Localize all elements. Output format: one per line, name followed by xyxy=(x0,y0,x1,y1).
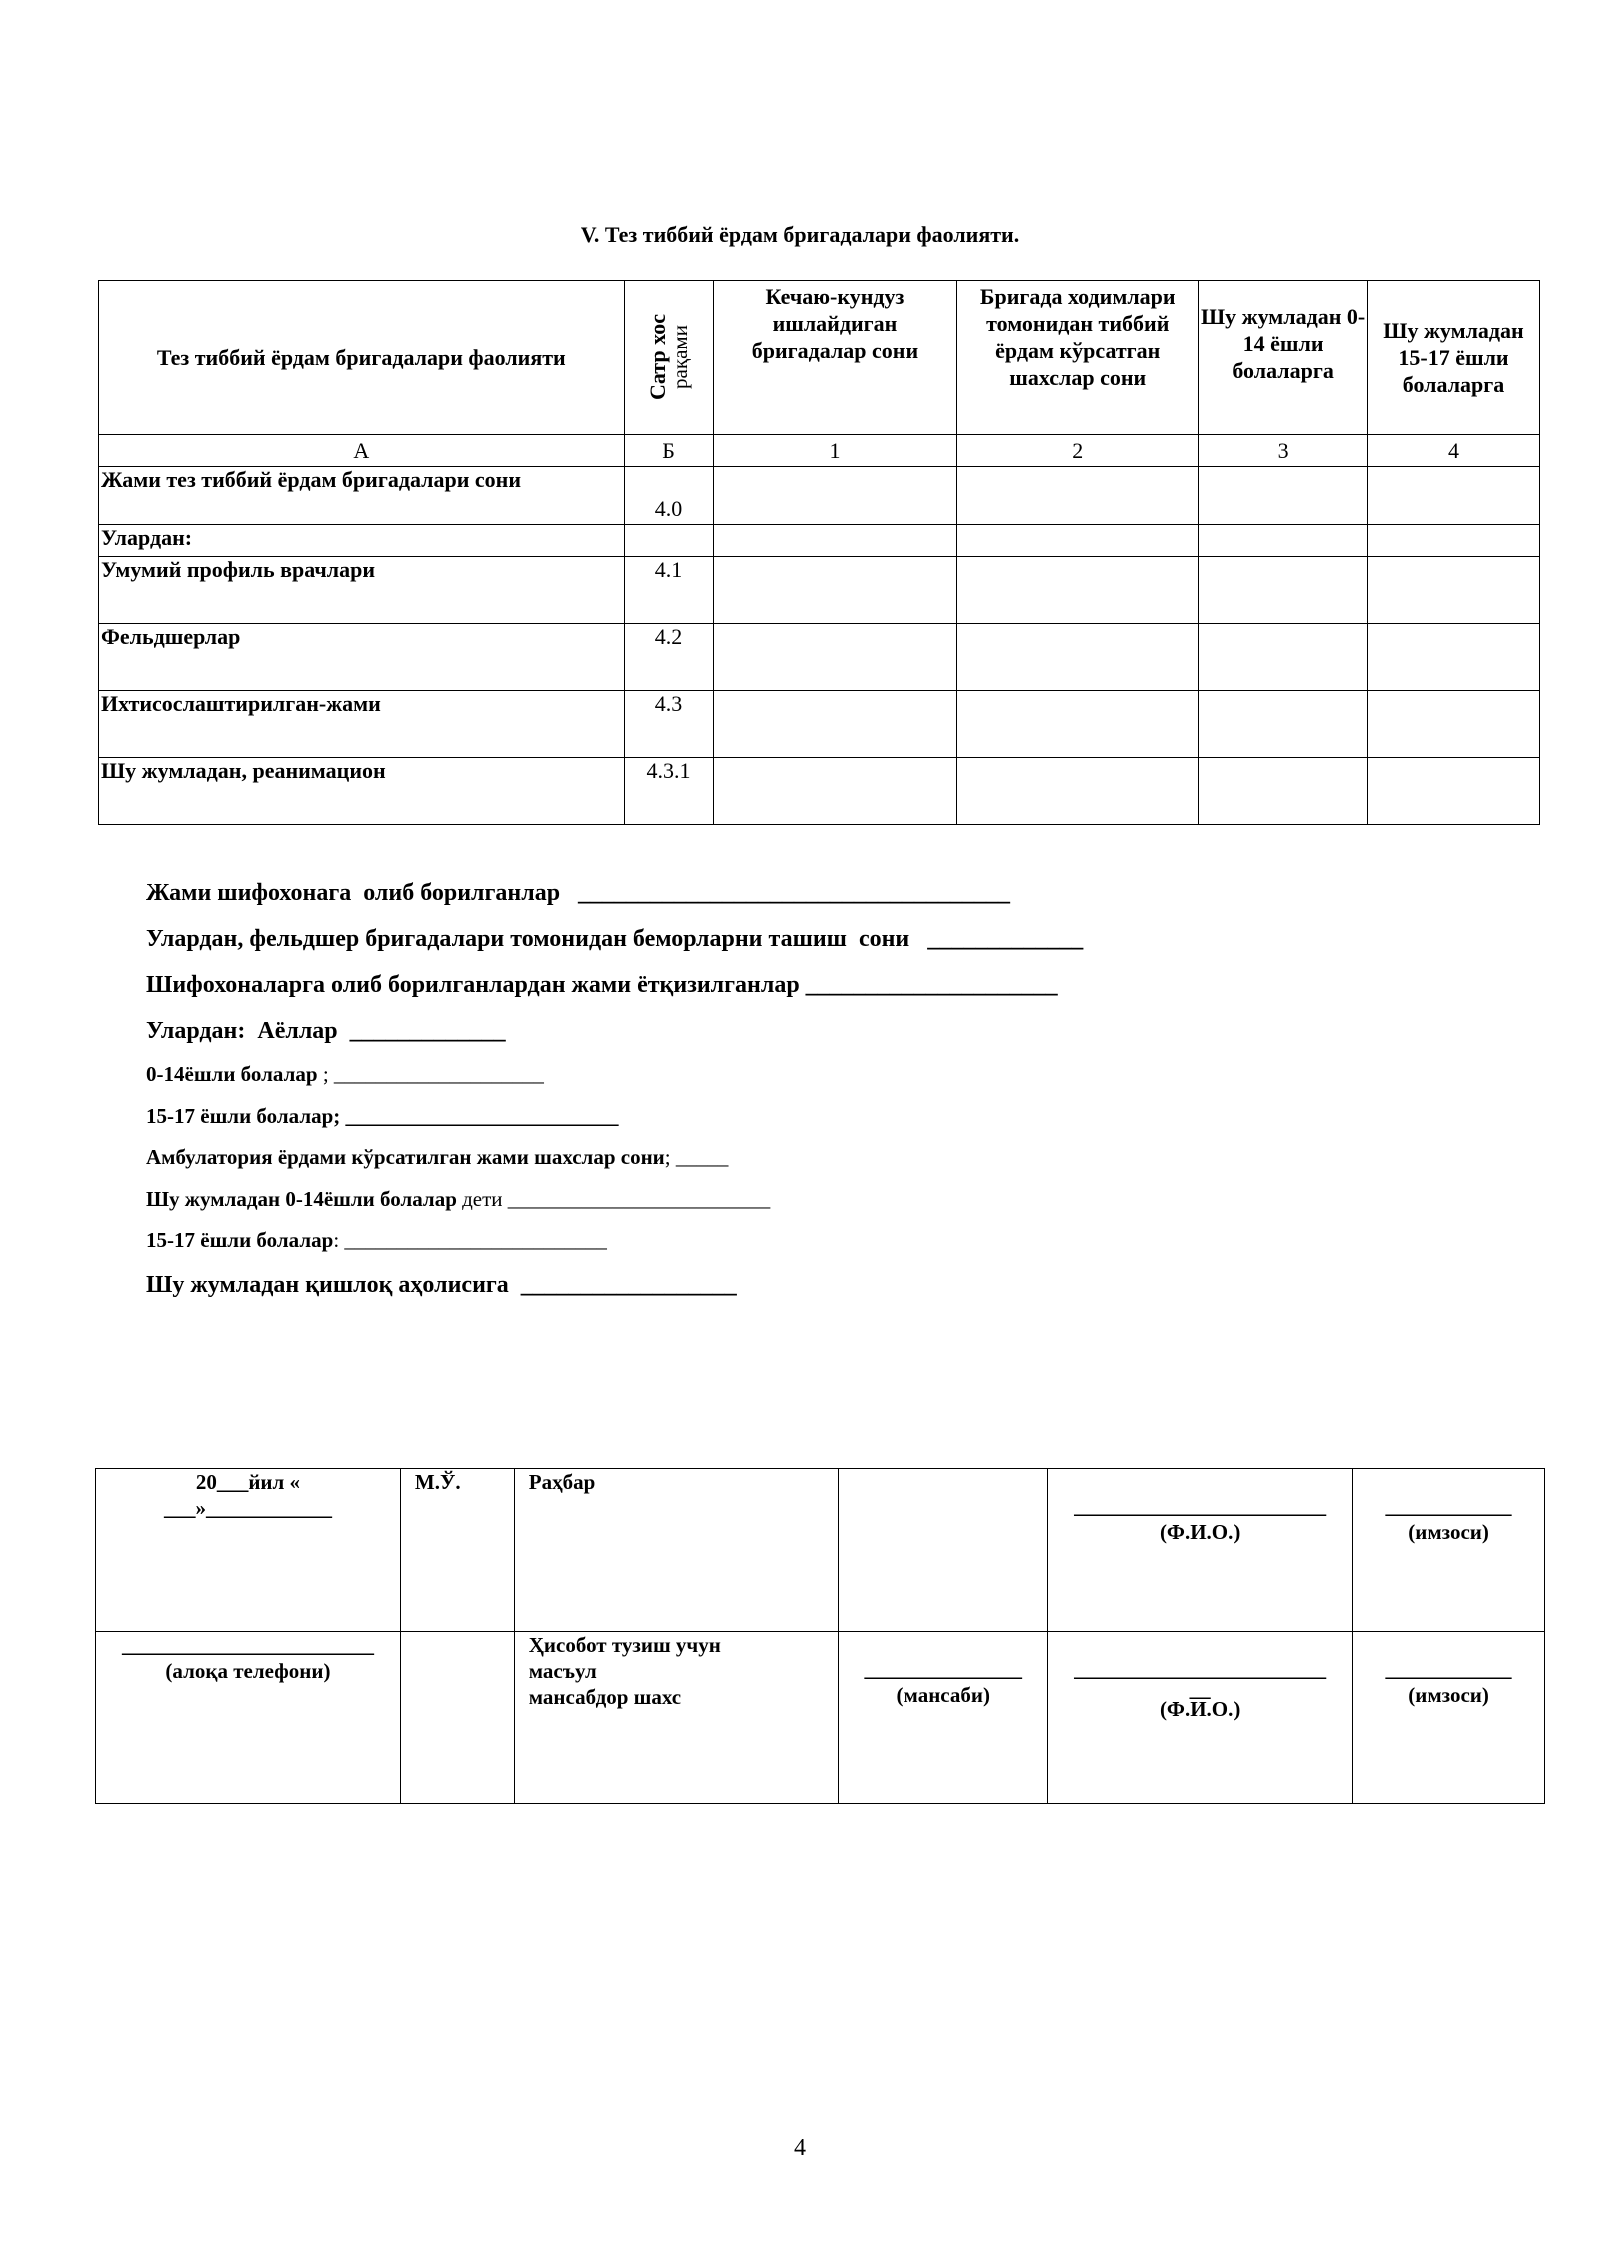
letter-cell: 3 xyxy=(1199,435,1368,467)
position-cell[interactable]: _______________ (мансаби) xyxy=(839,1632,1048,1804)
input-cell[interactable] xyxy=(1199,557,1368,624)
women-line[interactable]: Улардан: Аёллар _____________ xyxy=(146,1018,506,1044)
input-cell[interactable] xyxy=(957,467,1199,525)
input-cell[interactable] xyxy=(1368,557,1540,624)
header-code: Сатр хос рақами xyxy=(624,281,713,435)
input-cell[interactable] xyxy=(1199,691,1368,758)
head-label: Раҳбар xyxy=(514,1469,839,1632)
rural-population-line[interactable]: Шу жумладан қишлоқ аҳолисига __________________ xyxy=(146,1271,737,1298)
page-title: V. Тез тиббий ёрдам бригадалари фаолияти. xyxy=(580,222,1020,247)
admitted-total-line[interactable]: Шифохоналарга олиб борилганлардан жами ётқизилганлар _____________________ xyxy=(146,972,1058,998)
empty-cell xyxy=(839,1469,1048,1632)
responsible-person-label: Ҳисобот тузиш учун масъул мансабдор шахс xyxy=(514,1632,839,1804)
table-row xyxy=(99,525,1540,557)
input-cell[interactable] xyxy=(713,691,957,758)
row-code xyxy=(624,525,713,557)
header-col1: Кечаю-кундуз ишлайдиган бригадалар сони xyxy=(713,281,957,435)
input-cell[interactable] xyxy=(713,467,957,525)
letter-cell: 2 xyxy=(957,435,1199,467)
input-cell[interactable] xyxy=(1199,624,1368,691)
total-hospitalized-line[interactable]: Жами шифохонага олиб борилганлар ____________________________________ xyxy=(146,880,1011,906)
summary-lines xyxy=(146,870,1083,1308)
ambulatory-children-0-14-line[interactable]: Шу жумладан 0-14ёшли болалар дети _________________________ xyxy=(146,1186,771,1211)
date-line1: 20___йил « xyxy=(195,1470,301,1494)
input-cell[interactable] xyxy=(1368,525,1540,557)
header-label: Тез тиббий ёрдам бригадалари фаолияти xyxy=(99,281,625,435)
input-cell[interactable] xyxy=(1199,525,1368,557)
input-cell[interactable] xyxy=(713,758,957,825)
input-cell[interactable] xyxy=(713,525,957,557)
children-0-14-line[interactable]: 0-14ёшли болалар ; ____________________ xyxy=(146,1062,544,1086)
input-cell[interactable] xyxy=(957,758,1199,825)
fio-caption: (Ф.И.О.) xyxy=(1159,1520,1241,1544)
row-label: Фельдшерлар xyxy=(99,624,625,691)
row-label: Жами тез тиббий ёрдам бригадалари сони xyxy=(99,467,625,525)
letter-cell: 1 xyxy=(713,435,957,467)
brigade-activity-table xyxy=(98,280,1540,825)
input-cell[interactable] xyxy=(1199,467,1368,525)
letter-cell: А xyxy=(99,435,625,467)
row-code: 4.2 xyxy=(624,624,713,691)
header-col4: Шу жумладан 15-17 ёшли болаларга xyxy=(1368,281,1540,435)
table-row xyxy=(99,467,1540,525)
header-col2: Бригада ходимлари томонидан тиббий ёрдам кўрсатган шахслар сони xyxy=(957,281,1199,435)
input-cell[interactable] xyxy=(1368,467,1540,525)
input-cell[interactable] xyxy=(713,624,957,691)
table-row xyxy=(99,758,1540,825)
responsible-sign-cell[interactable]: ____________ (имзоси) xyxy=(1353,1632,1545,1804)
date-cell[interactable] xyxy=(96,1469,401,1632)
row-label: Ихтисослаштирилган-жами xyxy=(99,691,625,758)
sign-caption: (имзоси) xyxy=(1408,1520,1489,1544)
row-code: 4.0 xyxy=(624,467,713,525)
sign-caption: (имзоси) xyxy=(1408,1683,1489,1707)
input-cell[interactable] xyxy=(713,557,957,624)
signature-table xyxy=(95,1468,1545,1804)
stamp-place: М.Ў. xyxy=(400,1469,514,1632)
input-cell[interactable] xyxy=(1368,624,1540,691)
children-15-17-line[interactable]: 15-17 ёшли болалар; __________________________ xyxy=(146,1103,619,1128)
row-code: 4.3 xyxy=(624,691,713,758)
row-code: 4.3.1 xyxy=(624,758,713,825)
row-code: 4.1 xyxy=(624,557,713,624)
input-cell[interactable] xyxy=(957,624,1199,691)
position-caption: (мансаби) xyxy=(896,1683,990,1707)
empty-cell xyxy=(400,1632,514,1804)
input-cell[interactable] xyxy=(957,525,1199,557)
head-sign-cell[interactable]: ____________ (имзоси) xyxy=(1353,1469,1545,1632)
responsible-fio-cell[interactable]: ________________________ __ (Ф.И.О.) xyxy=(1048,1632,1353,1804)
row-label: Улардан: xyxy=(99,525,625,557)
table-row xyxy=(99,557,1540,624)
fio-caption: (Ф.И.О.) xyxy=(1159,1697,1241,1721)
input-cell[interactable] xyxy=(1199,758,1368,825)
header-col3: Шу жумладан 0-14 ёшли болаларга xyxy=(1199,281,1368,435)
phone-cell[interactable]: ________________________ (алоқа телефони) xyxy=(96,1632,401,1804)
input-cell[interactable] xyxy=(1368,758,1540,825)
column-letters-row xyxy=(99,435,1540,467)
input-cell[interactable] xyxy=(957,557,1199,624)
letter-cell: Б xyxy=(624,435,713,467)
ambulatory-15-17-line[interactable]: 15-17 ёшли болалар: _________________________ xyxy=(146,1228,607,1252)
input-cell[interactable] xyxy=(1368,691,1540,758)
head-fio-cell[interactable]: ________________________ (Ф.И.О.) xyxy=(1048,1469,1353,1632)
row-label: Шу жумладан, реанимацион xyxy=(99,758,625,825)
phone-caption: (алоқа телефони) xyxy=(165,1659,331,1683)
row-label: Умумий профиль врачлари xyxy=(99,557,625,624)
date-line2: ___»____________ xyxy=(163,1496,332,1520)
input-cell[interactable] xyxy=(957,691,1199,758)
table-row xyxy=(99,624,1540,691)
letter-cell: 4 xyxy=(1368,435,1540,467)
table-row xyxy=(99,691,1540,758)
ambulatory-total-line[interactable]: Амбулатория ёрдами кўрсатилган жами шахслар сони; _____ xyxy=(146,1145,729,1169)
page-number: 4 xyxy=(794,2135,806,2161)
feldsher-transport-line[interactable]: Улардан, фельдшер бригадалари томонидан беморларни ташиш сони _____________ xyxy=(146,926,1084,952)
